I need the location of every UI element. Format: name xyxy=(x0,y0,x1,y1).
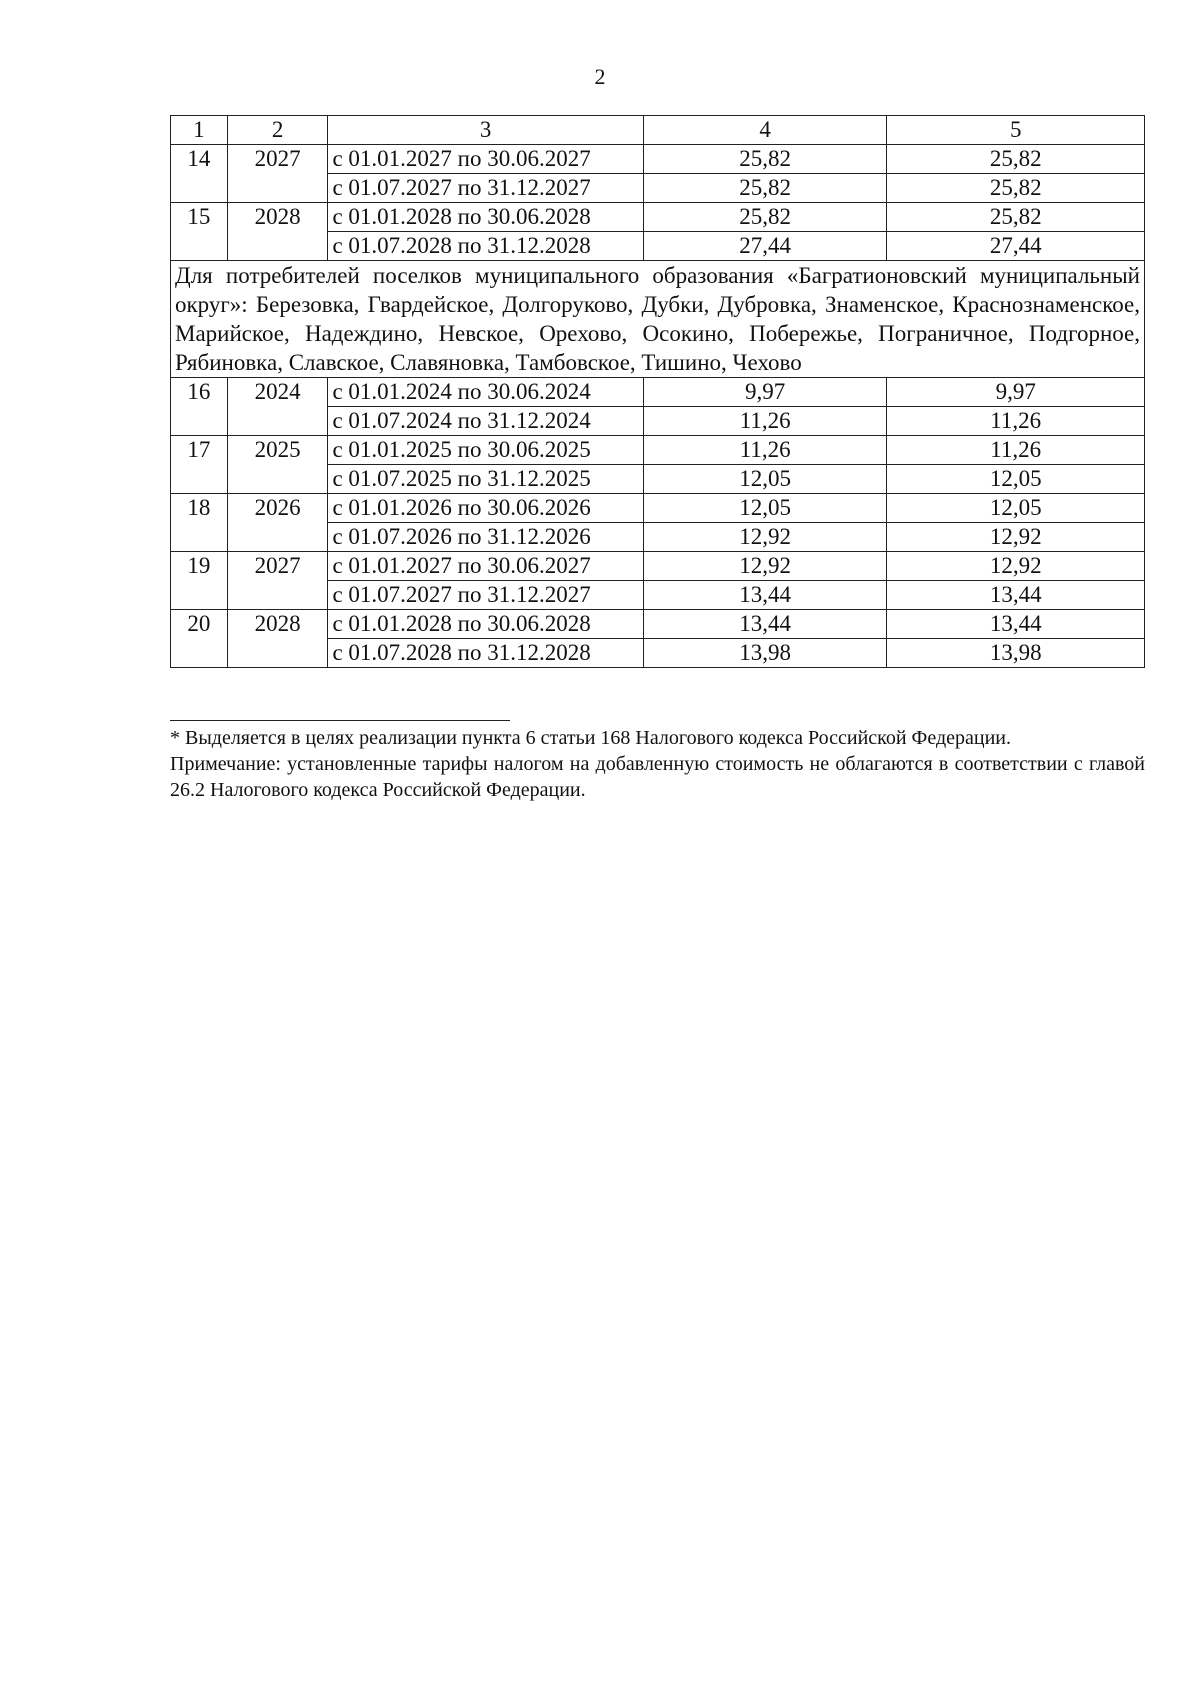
tariff-value-cell: 25,82 xyxy=(887,174,1145,203)
tariff-value-cell: 12,92 xyxy=(887,552,1145,581)
tariff-value-cell: 12,05 xyxy=(643,465,887,494)
period-cell: с 01.01.2027 по 30.06.2027 xyxy=(328,145,643,174)
tariff-value-cell: 13,98 xyxy=(887,639,1145,668)
tariff-value-cell: 12,92 xyxy=(643,552,887,581)
row-number-cell: 14 xyxy=(171,145,228,203)
header-cell: 5 xyxy=(887,116,1145,145)
consumer-group-title: Для потребителей поселков муниципального образования «Багратионовский муниципальный округ»: Березовка, Гвардейское, Долгоруково, Дубки, Дубровка, Знаменское, Краснознаменское, Марийское, Надеждино, Невское, Орехово, Осокино, Побережье, Пограничное, Подгорное, Рябиновка, Славское, Славяновка, Тамбовское, Тишино, Чехово xyxy=(171,261,1145,378)
remark-note: Примечание: установленные тарифы налогом на добавленную стоимость не облагаются в соответствии с главой 26.2 Налогового кодекса Российской Федерации. xyxy=(170,753,1145,801)
tariff-value-cell: 12,05 xyxy=(643,494,887,523)
asterisk-note: * Выделяется в целях реализации пункта 6 статьи 168 Налогового кодекса Российской Федерации. xyxy=(170,727,1012,749)
row-number-cell: 16 xyxy=(171,378,228,436)
tariff-value-cell: 27,44 xyxy=(887,232,1145,261)
period-cell: с 01.07.2028 по 31.12.2028 xyxy=(328,232,643,261)
period-cell: с 01.07.2027 по 31.12.2027 xyxy=(328,174,643,203)
tariff-value-cell: 12,92 xyxy=(643,523,887,552)
tariff-value-cell: 27,44 xyxy=(643,232,887,261)
header-cell: 4 xyxy=(643,116,887,145)
tariff-value-cell: 25,82 xyxy=(887,145,1145,174)
table-row xyxy=(171,552,1145,581)
row-number-cell: 15 xyxy=(171,203,228,261)
tariff-value-cell: 11,26 xyxy=(643,407,887,436)
table-row xyxy=(171,203,1145,232)
table-row xyxy=(171,378,1145,407)
period-cell: с 01.01.2028 по 30.06.2028 xyxy=(328,610,643,639)
tariff-value-cell: 13,98 xyxy=(643,639,887,668)
table-header-row xyxy=(171,116,1145,145)
row-number-cell: 18 xyxy=(171,494,228,552)
period-cell: с 01.07.2024 по 31.12.2024 xyxy=(328,407,643,436)
tariff-value-cell: 13,44 xyxy=(887,610,1145,639)
year-cell: 2028 xyxy=(227,610,328,668)
year-cell: 2024 xyxy=(227,378,328,436)
row-number-cell: 19 xyxy=(171,552,228,610)
tariff-value-cell: 12,05 xyxy=(887,494,1145,523)
page-number: 2 xyxy=(594,64,606,89)
table-row xyxy=(171,610,1145,639)
tariff-value-cell: 25,82 xyxy=(643,145,887,174)
tariff-value-cell: 25,82 xyxy=(643,203,887,232)
period-cell: с 01.01.2028 по 30.06.2028 xyxy=(328,203,643,232)
period-cell: с 01.07.2027 по 31.12.2027 xyxy=(328,581,643,610)
table-row xyxy=(171,436,1145,465)
tariff-value-cell: 13,44 xyxy=(887,581,1145,610)
tariff-value-cell: 9,97 xyxy=(643,378,887,407)
tariff-table xyxy=(170,115,1145,668)
header-cell: 2 xyxy=(227,116,328,145)
year-cell: 2025 xyxy=(227,436,328,494)
tariff-value-cell: 13,44 xyxy=(643,581,887,610)
period-cell: с 01.01.2025 по 30.06.2025 xyxy=(328,436,643,465)
tariff-value-cell: 11,26 xyxy=(887,407,1145,436)
footnote-block xyxy=(170,720,1145,803)
year-cell: 2028 xyxy=(227,203,328,261)
header-cell: 1 xyxy=(171,116,228,145)
year-cell: 2027 xyxy=(227,145,328,203)
period-cell: с 01.01.2024 по 30.06.2024 xyxy=(328,378,643,407)
footnote-divider xyxy=(170,720,510,721)
group-title-row xyxy=(171,261,1145,378)
period-cell: с 01.07.2028 по 31.12.2028 xyxy=(328,639,643,668)
tariff-value-cell: 13,44 xyxy=(643,610,887,639)
year-cell: 2027 xyxy=(227,552,328,610)
tariff-value-cell: 12,05 xyxy=(887,465,1145,494)
tariff-value-cell: 9,97 xyxy=(887,378,1145,407)
tariff-value-cell: 11,26 xyxy=(887,436,1145,465)
year-cell: 2026 xyxy=(227,494,328,552)
row-number-cell: 20 xyxy=(171,610,228,668)
period-cell: с 01.07.2026 по 31.12.2026 xyxy=(328,523,643,552)
tariff-value-cell: 25,82 xyxy=(887,203,1145,232)
period-cell: с 01.07.2025 по 31.12.2025 xyxy=(328,465,643,494)
table-row xyxy=(171,145,1145,174)
row-number-cell: 17 xyxy=(171,436,228,494)
header-cell: 3 xyxy=(328,116,643,145)
period-cell: с 01.01.2027 по 30.06.2027 xyxy=(328,552,643,581)
table-row xyxy=(171,494,1145,523)
period-cell: с 01.01.2026 по 30.06.2026 xyxy=(328,494,643,523)
tariff-value-cell: 12,92 xyxy=(887,523,1145,552)
tariff-value-cell: 25,82 xyxy=(643,174,887,203)
tariff-value-cell: 11,26 xyxy=(643,436,887,465)
